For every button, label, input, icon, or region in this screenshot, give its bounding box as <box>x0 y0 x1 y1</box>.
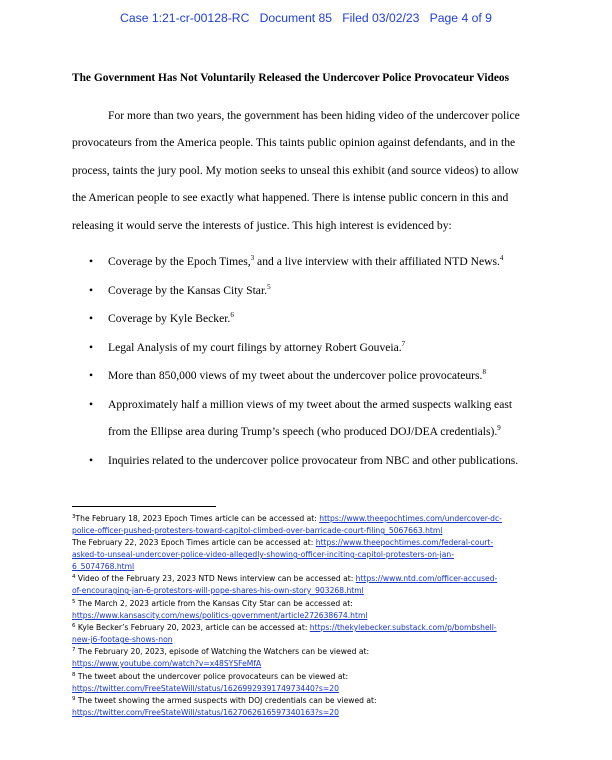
bullet-marker: • <box>89 255 94 268</box>
bullet-marker: • <box>89 454 94 467</box>
bullet-item: Approximately half a million views of my tweet about the armed suspects walking east <box>108 398 513 411</box>
bullet-item: Coverage by Kyle Becker.$^6$ <box>108 311 234 325</box>
footnote-4: $^4$ Video of the February 23, 2023 NTD News interview can be accessed at: https://www.ntd.com/officer-accused- <box>72 574 498 583</box>
footnote-3b: The February 22, 2023 Epoch Times article can be accessed at: https://www.theepochtimes.com/federal-court- <box>72 538 494 547</box>
bullet-item: Legal Analysis of my court filings by attorney Robert Gouveia.$^7$ <box>108 340 406 354</box>
footnote-link[interactable]: https://thekylebecker.substack.com/p/bombshell- <box>309 623 497 632</box>
bullet-marker: • <box>89 341 94 354</box>
bullet-item: Coverage by the Epoch Times,$^3$ and a live interview with their affiliated NTD News.$^4$ <box>108 254 504 268</box>
bullet-marker: • <box>89 398 94 411</box>
footnote-link-line[interactable]: https://www.kansascity.com/news/politics-government/article272638674.html <box>72 611 368 620</box>
footnote-link-line[interactable]: asked-to-unseal-undercover-police-video-allegedly-showing-officer-inciting-capitol-protesters-on-jan- <box>72 550 454 559</box>
footnote-5: $^5$ The March 2, 2023 article from the Kansas City Star can be accessed at: <box>72 599 353 608</box>
footnote-link-line[interactable]: https://twitter.com/FreeStateWill/status/1626992939174973440?s=20 <box>72 684 339 693</box>
paragraph-line: provocateurs from the America people. This taints public opinion against defendants, and in the <box>72 136 516 149</box>
paragraph-line: releasing it would serve the interests of justice. This high interest is evidenced by: <box>72 219 452 232</box>
footnote-9: $^9$ The tweet showing the armed suspects with DOJ credentials can be viewed at: <box>72 696 377 705</box>
footnote-link-line[interactable]: 6_5074768.html <box>72 562 135 571</box>
section-heading: The Government Has Not Voluntarily Released the Undercover Police Provocateur Videos <box>72 72 510 84</box>
paragraph-line: For more than two years, the government has been hiding video of the undercover police <box>108 109 520 122</box>
footnote-6: $^6$ Kyle Becker’s February 20, 2023, article can be accessed at: https://thekylebecker.substack.com/p/bombshell- <box>72 623 497 632</box>
footnote-link-line[interactable]: https://twitter.com/FreeStateWill/status/1627062616597340163?s=20 <box>72 708 339 717</box>
bullet-item: More than 850,000 views of my tweet about the undercover police provocateurs.$^8$ <box>108 368 486 382</box>
footnote-link[interactable]: https://www.theepochtimes.com/federal-court- <box>315 538 494 547</box>
footnote-link-line[interactable]: police-officer-pushed-protesters-toward-capitol-climbed-over-barricade-court-filing_5067663.html <box>72 526 443 535</box>
footnote-link-line[interactable]: https://www.youtube.com/watch?v=x48SYSFeMfA <box>72 659 262 668</box>
footnote-7: $^7$ The February 20, 2023, episode of Watching the Watchers can be viewed at: <box>72 647 370 656</box>
bullet-marker: • <box>89 369 94 382</box>
footnote-link-line[interactable]: new-j6-footage-shows-non <box>72 635 173 644</box>
case-header: Case 1:21-cr-00128-RC Document 85 Filed 03/02/23 Page 4 of 9 <box>120 11 492 25</box>
bullet-marker: • <box>89 284 94 297</box>
paragraph-line: the American people to see exactly what happened. There is intense public concern in this and <box>72 191 509 204</box>
bullet-item-continuation: from the Ellipse area during Trump’s speech (who produced DOJ/DEA credentials).$^9$ <box>108 424 501 438</box>
bullet-item: Coverage by the Kansas City Star.$^5$ <box>108 283 271 297</box>
footnote-link-line[interactable]: of-encouraging-jan-6-protestors-will-pope-shares-his-own-story_903268.html <box>72 586 364 595</box>
footnote-separator <box>72 506 216 507</box>
footnote-link[interactable]: https://www.theepochtimes.com/undercover-dc- <box>319 514 502 523</box>
paragraph-line: process, taints the jury pool. My motion seeks to unseal this exhibit (and source videos) to allow <box>72 164 519 177</box>
bullet-item: Inquiries related to the undercover police provocateur from NBC and other publications. <box>108 454 519 467</box>
footnote-link[interactable]: https://www.ntd.com/officer-accused- <box>355 574 498 583</box>
footnote-3: $^3$The February 18, 2023 Epoch Times article can be accessed at: https://www.theepochtimes.com/undercover-dc- <box>72 514 502 523</box>
bullet-marker: • <box>89 312 94 325</box>
footnote-8: $^8$ The tweet about the undercover police provocateurs can be viewed at: <box>72 672 349 681</box>
